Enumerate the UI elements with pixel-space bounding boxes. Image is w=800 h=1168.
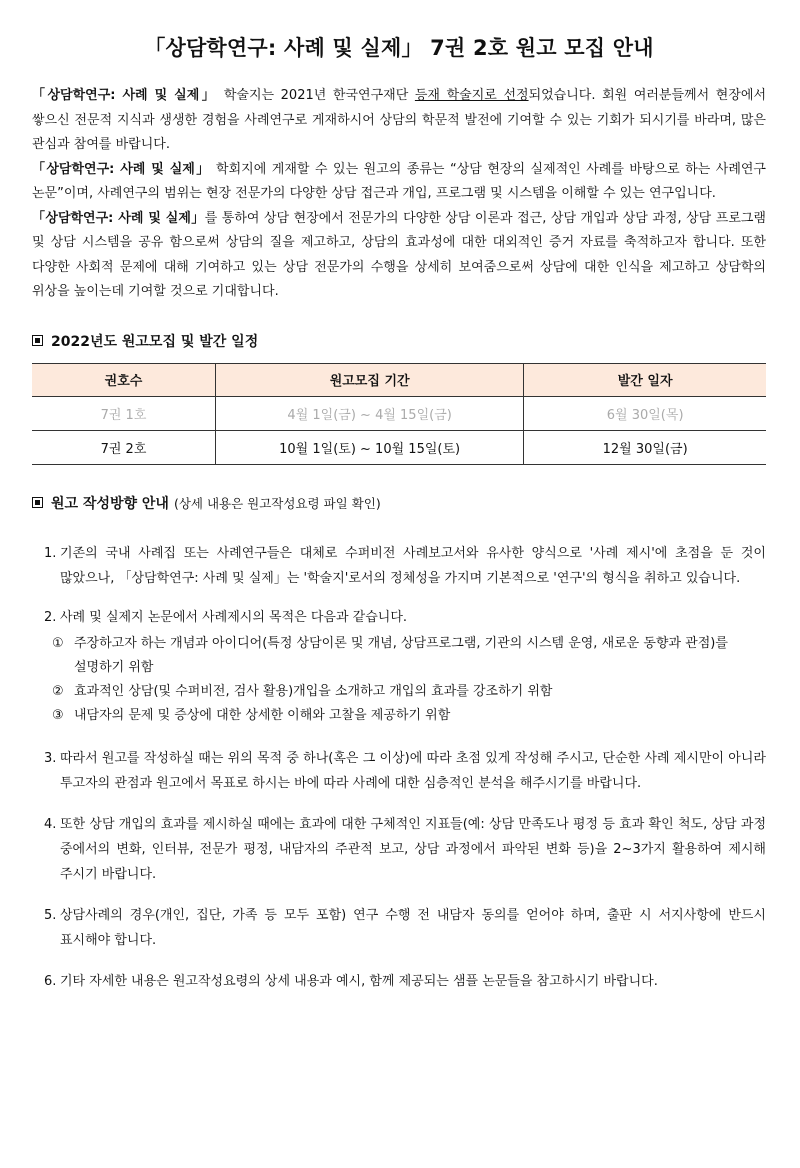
item-number: 2. bbox=[44, 609, 57, 625]
purpose-item bbox=[52, 632, 766, 680]
purpose-text: 주장하고자 하는 개념과 아이디어(특정 상담이론 및 개념, 상담프로그램, 기관의 시스템 운영, 새로운 동향과 관점)를 설명하기 위함 bbox=[74, 635, 728, 675]
item-number: 6. bbox=[44, 973, 57, 989]
underlined-text: 등재 학술지로 선정 bbox=[414, 88, 529, 103]
guide-heading: 원고 작성방향 안내 bbox=[51, 495, 169, 512]
list-item bbox=[32, 605, 766, 630]
intro-text: 되었습니다. 회원 여러분들께서 현장에서 쌓으신 전문적 지식과 생생한 경험을 사례연구로 게재하시어 상담의 학문적 발전에 기여할 수 있는 기회가 되시기를 바라며, 많은 관심과 참여를 바랍니다. bbox=[32, 88, 767, 152]
journal-name: 「상담학연구: 사례 및 실제」 bbox=[32, 161, 211, 177]
column-header-period: 원고모집 기간 bbox=[216, 363, 524, 396]
page-title: 「상담학연구: 사례 및 실제」 7권 2호 원고 모집 안내 bbox=[144, 36, 654, 60]
guide-note: (상세 내용은 원고작성요령 파일 확인) bbox=[173, 495, 381, 511]
intro-paragraph-3 bbox=[32, 207, 766, 305]
schedule-heading: 2022년도 원고모집 및 발간 일정 bbox=[51, 333, 259, 350]
table-cell: 12월 30일(금) bbox=[524, 430, 766, 464]
circled-number: ① bbox=[52, 635, 64, 651]
intro-text: 학술지는 2021년 한국연구재단 bbox=[217, 88, 415, 103]
schedule-table bbox=[32, 363, 766, 465]
item-text: 상담사례의 경우(개인, 집단, 가족 등 모두 포함) 연구 수행 전 내담자 동의를 얻어야 하며, 출판 시 서지사항에 반드시 표시해야 합니다. bbox=[60, 907, 766, 948]
purpose-item bbox=[52, 704, 766, 728]
table-row bbox=[32, 430, 766, 464]
item-number: 4. bbox=[44, 816, 57, 832]
schedule-section-heading bbox=[32, 331, 766, 351]
item-number: 1. bbox=[44, 545, 57, 561]
square-bullet-icon bbox=[32, 497, 43, 508]
journal-name: 「상담학연구: 사례 및 실제」 bbox=[32, 88, 218, 103]
table-header-row bbox=[32, 363, 766, 396]
circled-number: ③ bbox=[52, 707, 64, 723]
table-cell: 10월 1일(토) ~ 10월 15일(토) bbox=[216, 430, 524, 464]
item-text: 기타 자세한 내용은 원고작성요령의 상세 내용과 예시, 함께 제공되는 샘플 논문들을 참고하시기 바랍니다. bbox=[60, 973, 658, 989]
intro-paragraph-1 bbox=[32, 84, 766, 158]
list-item-with-subitems bbox=[32, 605, 766, 728]
item-text: 기존의 국내 사례집 또는 사례연구들은 대체로 수퍼비전 사례보고서와 유사한 양식으로 '사례 제시'에 초점을 둔 것이 많았으나, 「상담학연구: 사례 및 실제」는 '학술지'로서의 정체성을 가지며 기본적으로 '연구'의 형식을 취하고 있습니다. bbox=[60, 545, 766, 586]
purpose-text: 효과적인 상담(및 수퍼비전, 검사 활용)개입을 소개하고 개입의 효과를 강조하기 위함 bbox=[74, 683, 553, 699]
circled-number: ② bbox=[52, 683, 64, 699]
purpose-text: 내담자의 문제 및 증상에 대한 상세한 이해와 고찰을 제공하기 위함 bbox=[74, 707, 451, 723]
table-cell: 7권 2호 bbox=[32, 430, 216, 464]
intro-text: 학회지에 게재할 수 있는 원고의 종류는 “상담 현장의 실제적인 사례를 바탕으로 하는 사례연구 논문”이며, 사례연구의 범위는 현장 전문가의 다양한 상담 접근과 개입, 프로그램 및 시스템을 이해할 수 있는 연구입니다. bbox=[32, 161, 766, 201]
item-number: 3. bbox=[44, 750, 57, 766]
intro-paragraph-2 bbox=[32, 158, 766, 207]
table-cell: 7권 1호 bbox=[32, 396, 216, 430]
item-text: 또한 상담 개입의 효과를 제시하실 때에는 효과에 대한 구체적인 지표들(예: 상담 만족도나 평정 등 효과 확인 척도, 상담 과정 중에서의 변화, 인터뷰, 전문가 평정, 내담자의 주관적 보고, 상담 과정에서 파악된 변화 등)을 2~3가지 활용하여 제시해 주시기 바랍니다. bbox=[60, 816, 766, 882]
list-item bbox=[32, 541, 766, 591]
item-text: 사례 및 실제지 논문에서 사례제시의 목적은 다음과 같습니다. bbox=[60, 609, 408, 625]
intro-text: 를 통하여 상담 현장에서 전문가의 다양한 상담 이론과 접근, 상담 개입과 상담 과정, 상담 프로그램 및 상담 시스템을 공유 함으로써 상담의 질을 제고하고, 상담의 효과성에 대한 대외적인 증거 자료를 축적하고자 합니다. 또한 다양한 사회적 문제에 대해 기여하고 있는 상담 전문가의 수행을 상세히 보여줌으로써 상담에 대한 인식을 제고하고 상담학의 위상을 높이는데 기여할 것으로 기대합니다. bbox=[32, 210, 766, 299]
list-item bbox=[32, 969, 766, 994]
journal-name: 「상담학연구: 사례 및 실제」 bbox=[32, 210, 205, 226]
purpose-item bbox=[52, 680, 766, 704]
list-item bbox=[32, 903, 766, 953]
table-cell: 4월 1일(금) ~ 4월 15일(금) bbox=[216, 396, 524, 430]
item-number: 5. bbox=[44, 907, 57, 923]
guide-list bbox=[32, 541, 766, 994]
square-bullet-icon bbox=[32, 335, 43, 346]
list-item bbox=[32, 746, 766, 796]
list-item bbox=[32, 812, 766, 887]
table-cell: 6월 30일(목) bbox=[524, 396, 766, 430]
table-row bbox=[32, 396, 766, 430]
item-text: 따라서 원고를 작성하실 때는 위의 목적 중 하나(혹은 그 이상)에 따라 초점 있게 작성해 주시고, 단순한 사례 제시만이 아니라 투고자의 관점과 원고에서 목표로 하시는 바에 따라 사례에 대한 심층적인 분석을 해주시기를 바랍니다. bbox=[60, 750, 766, 791]
column-header-issue: 권호수 bbox=[32, 363, 216, 396]
guide-section-heading bbox=[32, 493, 766, 513]
column-header-publish: 발간 일자 bbox=[524, 363, 766, 396]
purpose-list bbox=[32, 632, 766, 728]
